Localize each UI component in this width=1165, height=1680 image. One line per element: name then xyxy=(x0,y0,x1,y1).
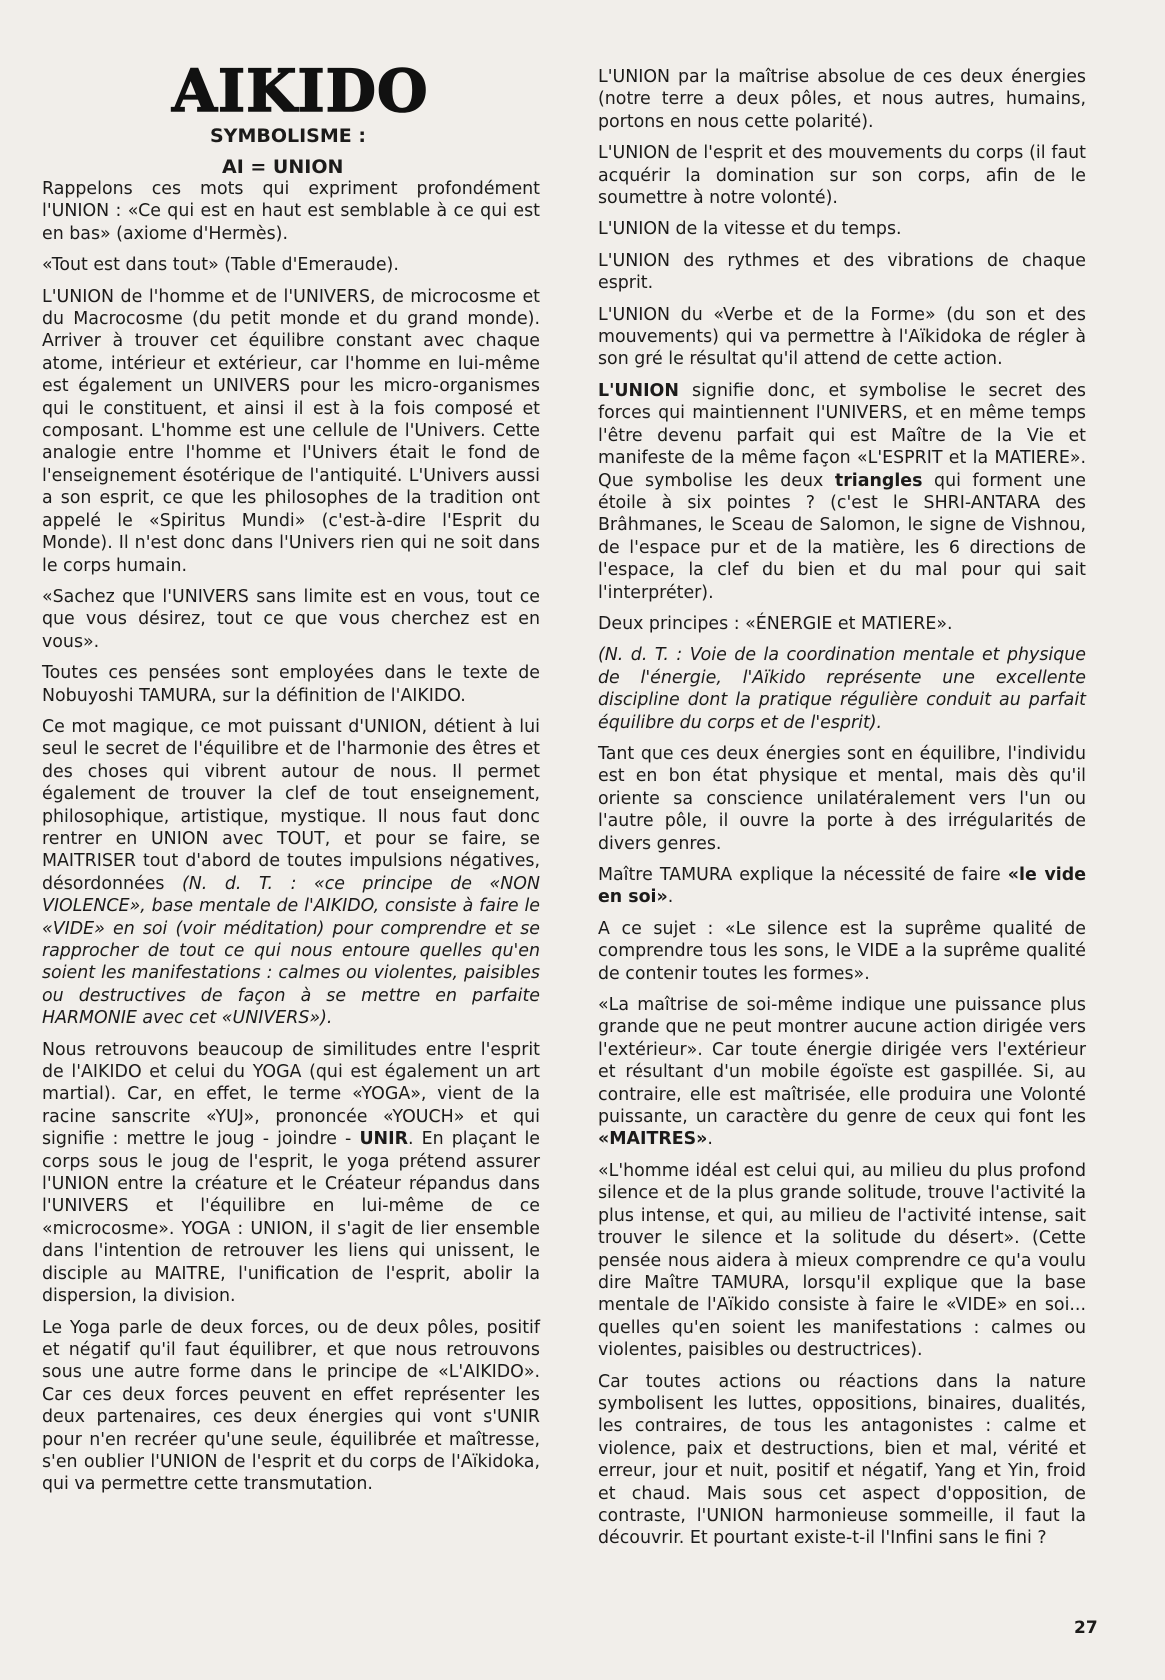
paragraph: Le Yoga parle de deux forces, ou de deux pôles, positif et négatif qu'il faut équilibrer, et que nous retrouvons sous une autre forme dans le principe de «L'AIKIDO». Car ces deux forces peuvent en effet représenter les deux partenaires, ces deux énergies qui vont s'UNIR pour n'en recréer qu'une seule, équilibrée et maîtresse, s'en oublier l'UNION de l'esprit et du corps de l'Aïkidoka, qui va permettre cette transmutation. xyxy=(42,1317,540,1495)
text-run: Nous retrouvons beaucoup de similitudes entre l'esprit de l'AIKIDO et celui du YOGA (qui est également un art martial). Car, en effet, le terme «YOGA», vient de la racine sanscrite «YUJ», prononcée «YOUCH» et qui signifie : mettre le joug - joindre - xyxy=(42,1039,540,1150)
bold-term: UNIR xyxy=(359,1129,408,1150)
translator-note: (N. d. T. : Voie de la coordination mentale et physique de l'énergie, l'Aïkido représente une excellente discipline dont la pratique régulière conduit au parfait équilibre du corps et de l'esprit). xyxy=(598,645,1086,733)
right-column xyxy=(598,66,1086,1559)
paragraph: Rappelons ces mots qui expriment profondément l'UNION : «Ce qui est en haut est semblable à ce qui est en bas» (axiome d'Hermès). xyxy=(42,179,540,244)
translator-note: (N. d. T. : «ce principe de «NON VIOLENCE», base mentale de l'AIKIDO, consiste à faire le «VIDE» en soi (voir méditation) pour comprendre et se rapprocher de tout ce qui nous entoure quelles qu'en soient les manifestations : calmes ou violentes, paisibles ou destructives de façon à se mettre en parfaite HARMONIE avec cet «UNIVERS»). xyxy=(42,873,540,1029)
paragraph: «Sachez que l'UNIVERS sans limite est en vous, tout ce que vous désirez, tout ce que vous cherchez est en vous». xyxy=(42,586,540,652)
text-run: qui forment une étoile à six pointes ? (c'est le SHRI-ANTARA des Brâhmanes, le Sceau de Salomon, le signe de Vishnou, de l'espace pur et de la matière, les 6 directions de l'espace, la clef du bien et du mal pour qui sait l'interpréter). xyxy=(598,470,1086,603)
bold-term: triangles xyxy=(834,470,923,491)
text-run: «La maîtrise de soi-même indique une puissance plus grande que ne peut montrer aucune action dirigée vers l'extérieur». Car toute énergie dirigée vers l'extérieur et résultant d'un mobile égoïste est gaspillée. Si, au contraire, elle est maîtrisée, elle produira une Volonté puissante, un caractère du genre de ceux qui font les xyxy=(598,995,1086,1128)
paragraph: L'UNION de l'homme et de l'UNIVERS, de microcosme et du Macrocosme (du petit monde et du grand monde). Arriver à trouver cet équilibre constant avec chaque atome, intérieur et extérieur, car l'homme en lui-même est également un UNIVERS pour les micro-organismes qui le constituent, et ainsi il est à la fois composé et composant. L'homme est une cellule de l'Univers. Cette analogie entre l'homme et l'Univers était le fond de l'enseignement ésotérique de l'antiquité. L'Univers aussi a son esprit, ce que les philosophes de la tradition ont appelé le «Spiritus Mundi» (c'est-à-dire l'Esprit du Monde). Il n'est donc dans l'Univers rien qui ne soit dans le corps humain. xyxy=(42,286,540,576)
paragraph xyxy=(598,864,1086,909)
paragraph xyxy=(598,994,1086,1151)
paragraph: L'UNION du «Verbe et de la Forme» (du son et des mouvements) qui va permettre à l'Aïkidoka de régler à son gré le résultat qu'il attend de cette action. xyxy=(598,304,1086,370)
page-number: 27 xyxy=(1074,1618,1098,1638)
article-title: AIKIDO xyxy=(172,57,429,125)
text-run: . En plaçant le corps sous le joug de l'esprit, le yoga prétend assurer l'UNION entre la créature et le Créateur répandus dans l'UNIVERS et l'équilibre en lui-même de ce «microcosme». YOGA : UNION, il s'agit de lier ensemble dans l'intention de retrouver les liens qui unissent, le disciple au MAITRE, l'unification de l'esprit, abolir la dispersion, la division. xyxy=(42,1129,540,1307)
paragraph: L'UNION par la maîtrise absolue de ces deux énergies (notre terre a deux pôles, et nous autres, humains, portons en nous cette polarité). xyxy=(598,67,1086,132)
paragraph: Deux principes : «ÉNERGIE et MATIERE». xyxy=(598,613,953,634)
article-subtitle: SYMBOLISME : xyxy=(210,125,366,147)
bold-term: «le vide en soi» xyxy=(598,865,1086,908)
section-heading: AI = UNION xyxy=(222,156,344,178)
text-run: Ce mot magique, ce mot puissant d'UNION, détient à lui seul le secret de l'équilibre et de l'harmonie des êtres et des choses qui vibrent autour de nous. Il permet également de trouver la clef de tout enseignement, philosophique, artistique, mystique. Il nous faut donc rentrer en UNION avec TOUT, et pour se faire, se MAITRISER tout d'abord de toutes impulsions négatives, désordonnées xyxy=(42,716,540,894)
paragraph: L'UNION des rythmes et des vibrations de chaque esprit. xyxy=(598,250,1086,294)
paragraph: Tant que ces deux énergies sont en équilibre, l'individu est en bon état physique et mental, mais dès qu'il oriente sa conscience unilatéralement vers l'un ou l'autre pôle, il ouvre la porte à des irrégularités de divers genres. xyxy=(598,743,1086,854)
text-run: . xyxy=(667,887,674,908)
text-run: . xyxy=(707,1129,713,1150)
paragraph: L'UNION de l'esprit et des mouvements du corps (il faut acquérir la domination sur son corps, afin de le soumettre à notre volonté). xyxy=(598,143,1086,209)
paragraph: Car toutes actions ou réactions dans la nature symbolisent les luttes, oppositions, binaires, dualités, les contraires, de tous les antagonistes : calme et violence, paix et destructions, bien et mal, vérité et erreur, jour et nuit, positif et négatif, Yang et Yin, froid et chaud. Mais sous cet aspect d'opposition, de contraste, l'UNION harmonieuse sommeille, il faut la découvrir. Et pourtant existe-t-il l'Infini sans le fini ? xyxy=(598,1371,1086,1549)
paragraph: «Tout est dans tout» (Table d'Emeraude). xyxy=(42,255,399,276)
bold-term: «MAITRES» xyxy=(598,1129,708,1150)
text-run: Maître TAMURA explique la nécessité de faire xyxy=(598,865,1008,885)
text-run: signifie donc, et symbolise le secret des forces qui maintiennent l'UNIVERS, et en même temps l'être devenu parfait qui est Maître de la Vie et manifeste de la même façon «L'ESPRIT et la MATIERE». Que symbolise les deux xyxy=(598,380,1086,491)
paragraph: «L'homme idéal est celui qui, au milieu du plus profond silence et de la plus grande solitude, trouve l'activité la plus intense, et qui, au milieu de l'activité intense, sait trouver le silence et la solitude du désert». (Cette pensée nous aidera à mieux comprendre ce qu'a voulu dire Maître TAMURA, lorsqu'il explique que la base mentale de l'Aïkido consiste à faire le «VIDE» en soi... quelles qu'en soient les manifestations : calmes ou violentes, paisibles ou destructrices). xyxy=(598,1160,1086,1361)
paragraph: A ce sujet : «Le silence est la suprême qualité de comprendre tous les sons, le VIDE a la suprême qualité de contenir toutes les formes». xyxy=(598,918,1086,984)
paragraph: L'UNION de la vitesse et du temps. xyxy=(598,219,902,240)
paragraph xyxy=(42,1039,540,1308)
paragraph xyxy=(598,380,1086,604)
paragraph xyxy=(42,716,540,1030)
left-column xyxy=(42,57,540,1505)
paragraph: Toutes ces pensées sont employées dans le texte de Nobuyoshi TAMURA, sur la définition de l'AIKIDO. xyxy=(42,663,540,706)
bold-term: L'UNION xyxy=(598,380,679,401)
